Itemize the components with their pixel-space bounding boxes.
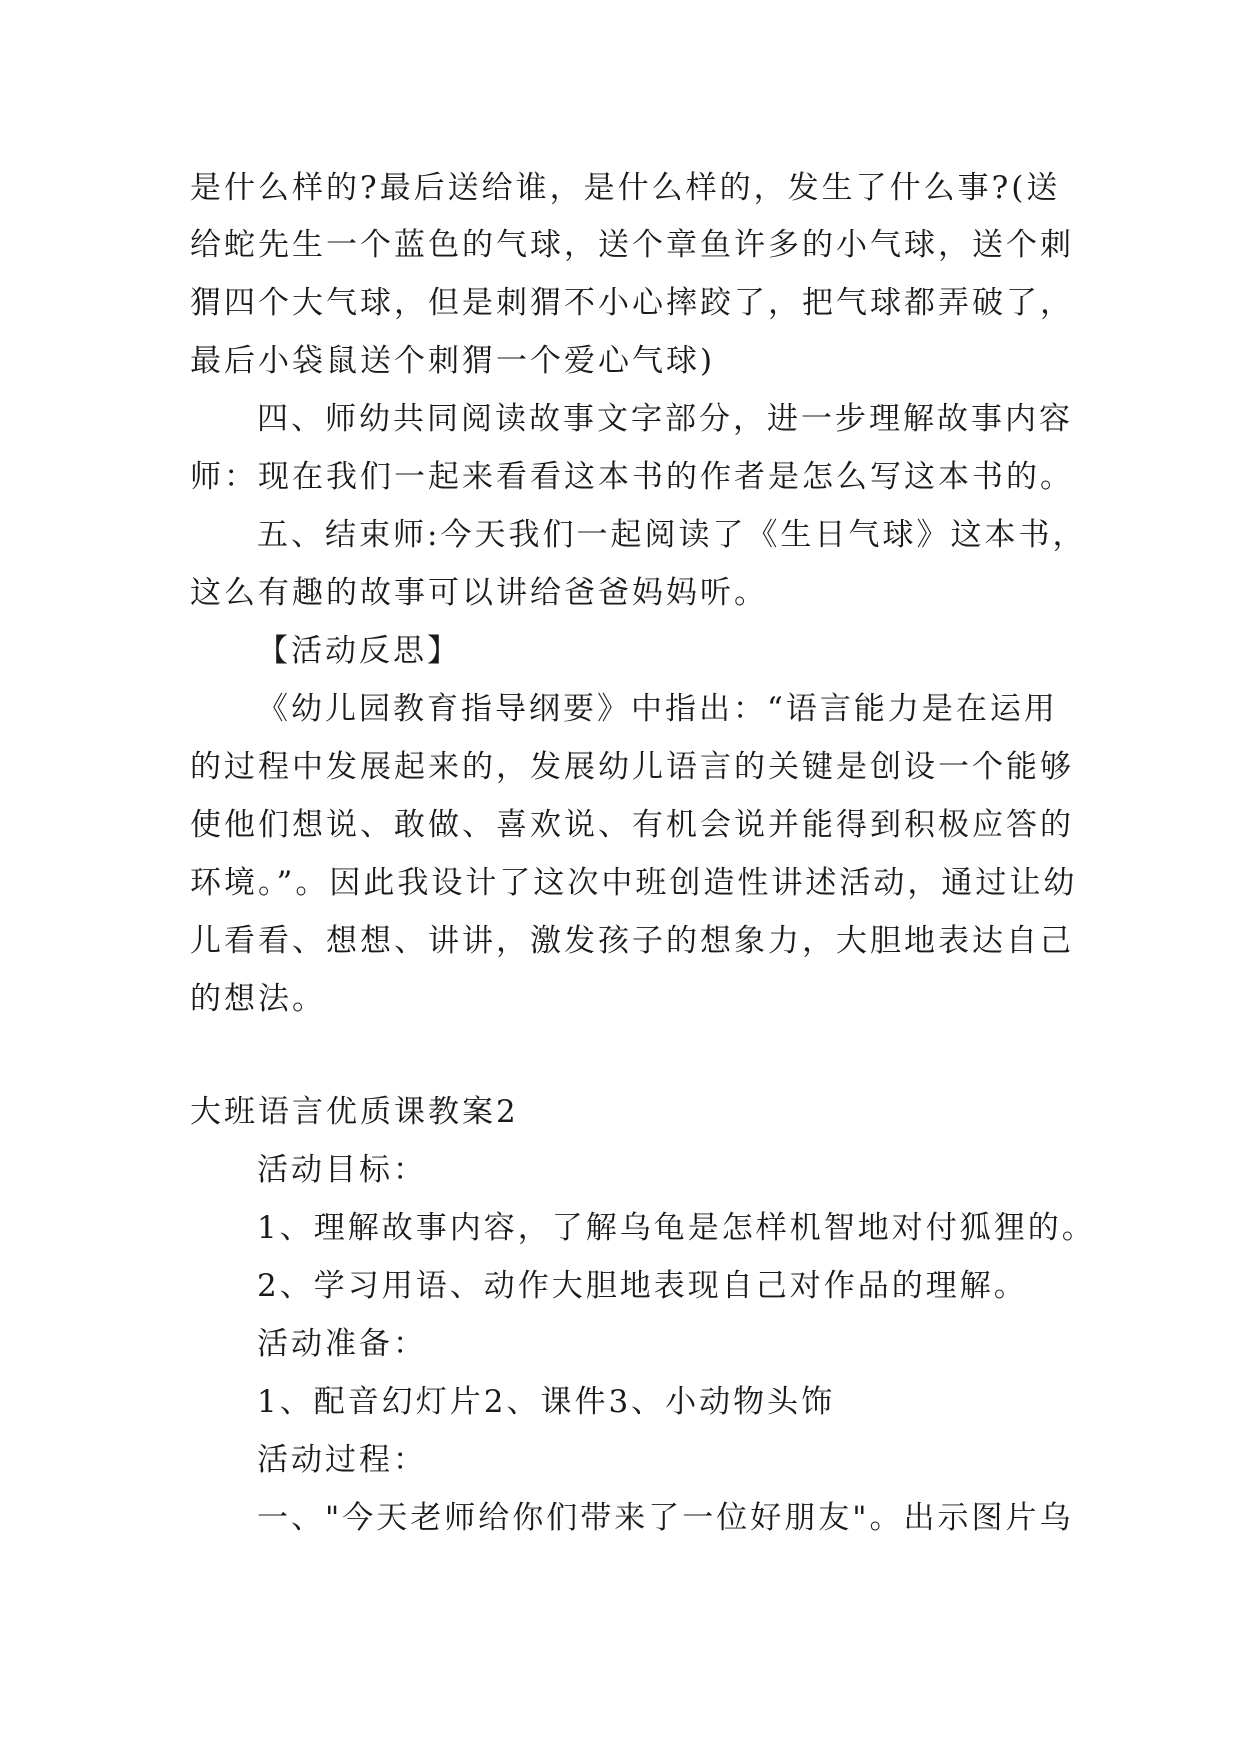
paragraph-line: 给蛇先生一个蓝色的气球，送个章鱼许多的小气球，送个刺 xyxy=(190,227,1074,263)
paragraph-line: 环境。”。因此我设计了这次中班创造性讲述活动，通过让幼 xyxy=(190,865,1078,901)
paragraph-line: 师：现在我们一起来看看这本书的作者是怎么写这本书的。 xyxy=(190,459,1074,495)
paragraph-line: 最后小袋鼠送个刺猬一个爱心气球) xyxy=(190,343,716,379)
paragraph-line: 儿看看、想想、讲讲，激发孩子的想象力，大胆地表达自己 xyxy=(190,923,1074,959)
paragraph-line: 使他们想说、敢做、喜欢说、有机会说并能得到积极应答的 xyxy=(190,807,1074,843)
section-heading: 活动准备： xyxy=(257,1326,427,1362)
paragraph-line: 这么有趣的故事可以讲给爸爸妈妈听。 xyxy=(190,575,768,611)
paragraph-line: 一、"今天老师给你们带来了一位好朋友"。出示图片乌 xyxy=(257,1500,1074,1536)
section-heading: 活动目标： xyxy=(257,1152,427,1188)
paragraph-line: 《幼儿园教育指导纲要》中指出：“语言能力是在运用 xyxy=(257,691,1058,727)
document-title: 大班语言优质课教案2 xyxy=(190,1094,519,1130)
paragraph-line: 猬四个大气球，但是刺猬不小心摔跤了，把气球都弄破了， xyxy=(190,285,1074,321)
section-heading: 活动过程： xyxy=(257,1442,427,1478)
paragraph-line: 的过程中发展起来的，发展幼儿语言的关键是创设一个能够 xyxy=(190,749,1074,785)
list-item: 2、学习用语、动作大胆地表现自己对作品的理解。 xyxy=(257,1268,1028,1304)
section-heading: 【活动反思】 xyxy=(257,633,461,669)
list-item: 1、理解故事内容，了解乌龟是怎样机智地对付狐狸的。 xyxy=(257,1210,1096,1246)
paragraph-line: 五、结束师:今天我们一起阅读了《生日气球》这本书， xyxy=(257,517,1087,553)
paragraph-line: 是什么样的?最后送给谁，是什么样的，发生了什么事?(送 xyxy=(190,170,1061,206)
list-item: 1、配音幻灯片2、课件3、小动物头饰 xyxy=(257,1384,836,1420)
paragraph-line: 的想法。 xyxy=(190,981,326,1017)
paragraph-line: 四、师幼共同阅读故事文字部分，进一步理解故事内容 xyxy=(257,401,1073,437)
